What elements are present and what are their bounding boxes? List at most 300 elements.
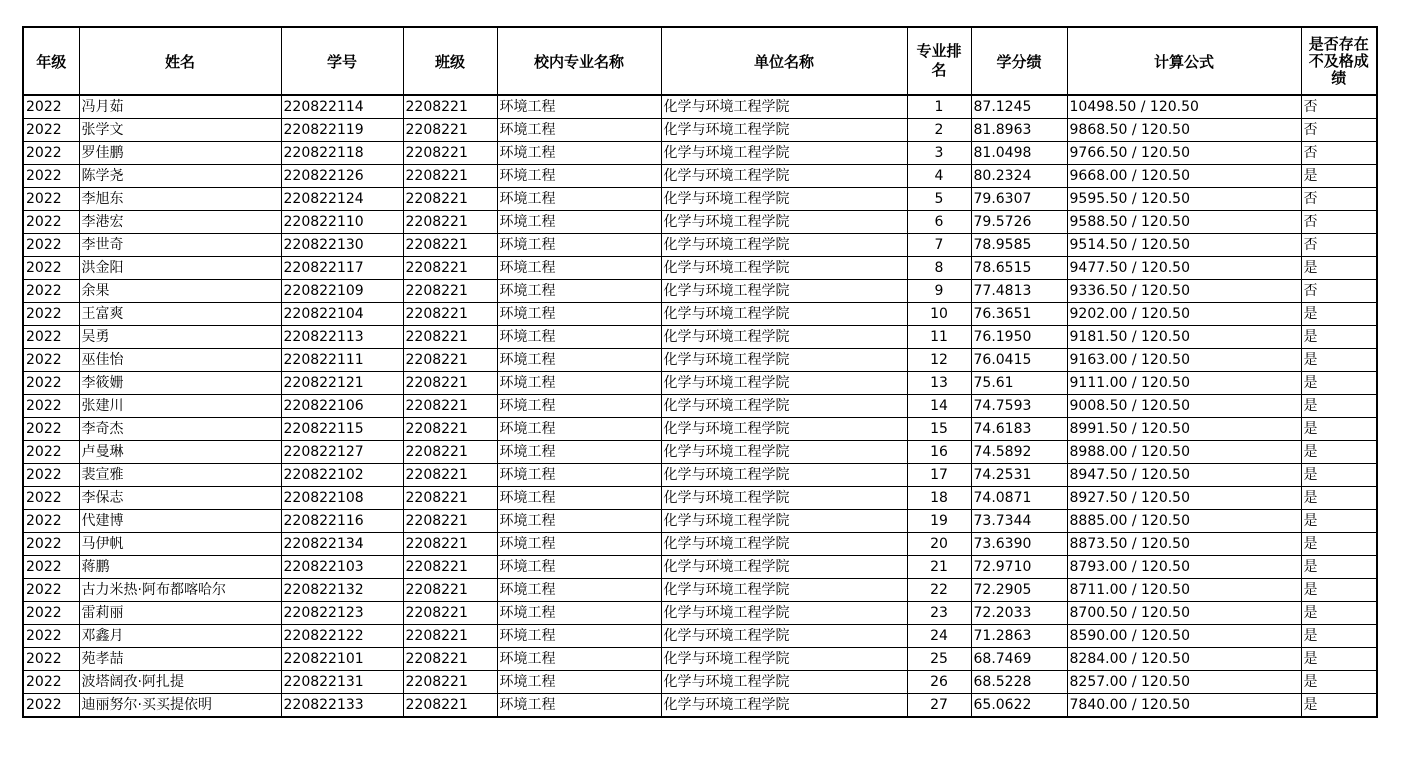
- header-row: [23, 27, 1377, 95]
- student-id-cell: 220822106: [281, 395, 403, 418]
- col-header-grade: 年级: [23, 27, 79, 95]
- class-cell: 2208221: [403, 625, 497, 648]
- col-header-failing: 是否存在不及格成绩: [1301, 27, 1377, 95]
- table-body: [23, 95, 1377, 717]
- unit-cell: 化学与环境工程学院: [661, 372, 907, 395]
- formula-cell: 9163.00 / 120.50: [1067, 349, 1301, 372]
- formula-cell: 8711.00 / 120.50: [1067, 579, 1301, 602]
- rank-cell: 18: [907, 487, 971, 510]
- gpa-cell: 79.5726: [971, 211, 1067, 234]
- grade-cell: 2022: [23, 211, 79, 234]
- grade-cell: 2022: [23, 648, 79, 671]
- gpa-cell: 73.7344: [971, 510, 1067, 533]
- grade-cell: 2022: [23, 303, 79, 326]
- unit-cell: 化学与环境工程学院: [661, 441, 907, 464]
- grade-cell: 2022: [23, 165, 79, 188]
- formula-cell: 8988.00 / 120.50: [1067, 441, 1301, 464]
- col-header-class: 班级: [403, 27, 497, 95]
- class-cell: 2208221: [403, 464, 497, 487]
- rank-cell: 2: [907, 119, 971, 142]
- gpa-cell: 74.2531: [971, 464, 1067, 487]
- formula-cell: 9477.50 / 120.50: [1067, 257, 1301, 280]
- class-cell: 2208221: [403, 510, 497, 533]
- rank-cell: 19: [907, 510, 971, 533]
- table-row: [23, 303, 1377, 326]
- class-cell: 2208221: [403, 95, 497, 119]
- rank-cell: 3: [907, 142, 971, 165]
- class-cell: 2208221: [403, 303, 497, 326]
- rank-cell: 17: [907, 464, 971, 487]
- gpa-cell: 72.9710: [971, 556, 1067, 579]
- rank-cell: 23: [907, 602, 971, 625]
- name-cell: 波塔阔孜·阿扎提: [79, 671, 281, 694]
- grade-cell: 2022: [23, 510, 79, 533]
- unit-cell: 化学与环境工程学院: [661, 464, 907, 487]
- major-cell: 环境工程: [497, 556, 661, 579]
- unit-cell: 化学与环境工程学院: [661, 95, 907, 119]
- table-row: [23, 625, 1377, 648]
- major-cell: 环境工程: [497, 326, 661, 349]
- table-row: [23, 441, 1377, 464]
- failing-cell: 否: [1301, 119, 1377, 142]
- student-id-cell: 220822132: [281, 579, 403, 602]
- formula-cell: 9111.00 / 120.50: [1067, 372, 1301, 395]
- formula-cell: 8284.00 / 120.50: [1067, 648, 1301, 671]
- name-cell: 张建川: [79, 395, 281, 418]
- student-id-cell: 220822126: [281, 165, 403, 188]
- grade-cell: 2022: [23, 349, 79, 372]
- failing-cell: 是: [1301, 257, 1377, 280]
- gpa-cell: 76.3651: [971, 303, 1067, 326]
- rank-cell: 10: [907, 303, 971, 326]
- col-header-gpa: 学分绩: [971, 27, 1067, 95]
- name-cell: 洪金阳: [79, 257, 281, 280]
- class-cell: 2208221: [403, 602, 497, 625]
- gpa-cell: 68.7469: [971, 648, 1067, 671]
- class-cell: 2208221: [403, 648, 497, 671]
- name-cell: 迪丽努尔·买买提依明: [79, 694, 281, 718]
- formula-cell: 9766.50 / 120.50: [1067, 142, 1301, 165]
- name-cell: 张学文: [79, 119, 281, 142]
- unit-cell: 化学与环境工程学院: [661, 349, 907, 372]
- failing-cell: 是: [1301, 671, 1377, 694]
- col-header-rank: 专业排名: [907, 27, 971, 95]
- name-cell: 李奇杰: [79, 418, 281, 441]
- name-cell: 马伊帆: [79, 533, 281, 556]
- class-cell: 2208221: [403, 119, 497, 142]
- name-cell: 李保志: [79, 487, 281, 510]
- gpa-cell: 81.8963: [971, 119, 1067, 142]
- name-cell: 蒋鹏: [79, 556, 281, 579]
- rank-cell: 26: [907, 671, 971, 694]
- student-id-cell: 220822123: [281, 602, 403, 625]
- major-cell: 环境工程: [497, 671, 661, 694]
- student-id-cell: 220822114: [281, 95, 403, 119]
- table-row: [23, 694, 1377, 718]
- formula-cell: 9202.00 / 120.50: [1067, 303, 1301, 326]
- rank-cell: 8: [907, 257, 971, 280]
- major-cell: 环境工程: [497, 694, 661, 718]
- col-header-major: 校内专业名称: [497, 27, 661, 95]
- formula-cell: 9336.50 / 120.50: [1067, 280, 1301, 303]
- student-id-cell: 220822101: [281, 648, 403, 671]
- failing-cell: 是: [1301, 418, 1377, 441]
- unit-cell: 化学与环境工程学院: [661, 165, 907, 188]
- formula-cell: 8700.50 / 120.50: [1067, 602, 1301, 625]
- grade-cell: 2022: [23, 119, 79, 142]
- failing-cell: 否: [1301, 280, 1377, 303]
- major-cell: 环境工程: [497, 648, 661, 671]
- gpa-cell: 71.2863: [971, 625, 1067, 648]
- formula-cell: 8793.00 / 120.50: [1067, 556, 1301, 579]
- name-cell: 陈学尧: [79, 165, 281, 188]
- student-id-cell: 220822118: [281, 142, 403, 165]
- rank-cell: 27: [907, 694, 971, 718]
- unit-cell: 化学与环境工程学院: [661, 326, 907, 349]
- class-cell: 2208221: [403, 257, 497, 280]
- failing-cell: 是: [1301, 349, 1377, 372]
- table-row: [23, 395, 1377, 418]
- gpa-cell: 74.6183: [971, 418, 1067, 441]
- failing-cell: 是: [1301, 326, 1377, 349]
- rank-cell: 22: [907, 579, 971, 602]
- unit-cell: 化学与环境工程学院: [661, 671, 907, 694]
- table-row: [23, 487, 1377, 510]
- class-cell: 2208221: [403, 165, 497, 188]
- unit-cell: 化学与环境工程学院: [661, 510, 907, 533]
- rank-cell: 12: [907, 349, 971, 372]
- student-id-cell: 220822104: [281, 303, 403, 326]
- rank-cell: 16: [907, 441, 971, 464]
- gpa-cell: 75.61: [971, 372, 1067, 395]
- table-row: [23, 648, 1377, 671]
- name-cell: 罗佳鹏: [79, 142, 281, 165]
- failing-cell: 否: [1301, 234, 1377, 257]
- class-cell: 2208221: [403, 211, 497, 234]
- major-cell: 环境工程: [497, 234, 661, 257]
- student-id-cell: 220822133: [281, 694, 403, 718]
- name-cell: 李旭东: [79, 188, 281, 211]
- formula-cell: 8873.50 / 120.50: [1067, 533, 1301, 556]
- grade-cell: 2022: [23, 441, 79, 464]
- unit-cell: 化学与环境工程学院: [661, 257, 907, 280]
- rank-cell: 15: [907, 418, 971, 441]
- name-cell: 冯月茹: [79, 95, 281, 119]
- unit-cell: 化学与环境工程学院: [661, 303, 907, 326]
- major-cell: 环境工程: [497, 441, 661, 464]
- gpa-cell: 74.5892: [971, 441, 1067, 464]
- name-cell: 李世奇: [79, 234, 281, 257]
- major-cell: 环境工程: [497, 487, 661, 510]
- unit-cell: 化学与环境工程学院: [661, 234, 907, 257]
- major-cell: 环境工程: [497, 510, 661, 533]
- failing-cell: 是: [1301, 165, 1377, 188]
- unit-cell: 化学与环境工程学院: [661, 579, 907, 602]
- student-id-cell: 220822122: [281, 625, 403, 648]
- unit-cell: 化学与环境工程学院: [661, 533, 907, 556]
- student-id-cell: 220822110: [281, 211, 403, 234]
- grade-cell: 2022: [23, 694, 79, 718]
- table-row: [23, 211, 1377, 234]
- failing-cell: 否: [1301, 188, 1377, 211]
- failing-cell: 否: [1301, 142, 1377, 165]
- gpa-cell: 72.2033: [971, 602, 1067, 625]
- unit-cell: 化学与环境工程学院: [661, 418, 907, 441]
- formula-cell: 8257.00 / 120.50: [1067, 671, 1301, 694]
- failing-cell: 是: [1301, 579, 1377, 602]
- failing-cell: 是: [1301, 648, 1377, 671]
- student-id-cell: 220822121: [281, 372, 403, 395]
- gpa-cell: 74.7593: [971, 395, 1067, 418]
- unit-cell: 化学与环境工程学院: [661, 119, 907, 142]
- grade-cell: 2022: [23, 95, 79, 119]
- formula-cell: 9868.50 / 120.50: [1067, 119, 1301, 142]
- student-id-cell: 220822108: [281, 487, 403, 510]
- col-header-unit: 单位名称: [661, 27, 907, 95]
- gpa-cell: 77.4813: [971, 280, 1067, 303]
- unit-cell: 化学与环境工程学院: [661, 142, 907, 165]
- gpa-cell: 78.9585: [971, 234, 1067, 257]
- table-row: [23, 510, 1377, 533]
- rank-cell: 4: [907, 165, 971, 188]
- formula-cell: 8927.50 / 120.50: [1067, 487, 1301, 510]
- table-row: [23, 533, 1377, 556]
- unit-cell: 化学与环境工程学院: [661, 602, 907, 625]
- failing-cell: 是: [1301, 556, 1377, 579]
- formula-cell: 8885.00 / 120.50: [1067, 510, 1301, 533]
- grade-cell: 2022: [23, 257, 79, 280]
- student-id-cell: 220822116: [281, 510, 403, 533]
- class-cell: 2208221: [403, 326, 497, 349]
- formula-cell: 8947.50 / 120.50: [1067, 464, 1301, 487]
- table-row: [23, 349, 1377, 372]
- unit-cell: 化学与环境工程学院: [661, 648, 907, 671]
- gpa-cell: 68.5228: [971, 671, 1067, 694]
- major-cell: 环境工程: [497, 257, 661, 280]
- table-row: [23, 464, 1377, 487]
- formula-cell: 10498.50 / 120.50: [1067, 95, 1301, 119]
- rank-cell: 6: [907, 211, 971, 234]
- name-cell: 代建博: [79, 510, 281, 533]
- ranking-table: [22, 26, 1378, 718]
- rank-cell: 5: [907, 188, 971, 211]
- rank-cell: 14: [907, 395, 971, 418]
- student-id-cell: 220822131: [281, 671, 403, 694]
- unit-cell: 化学与环境工程学院: [661, 625, 907, 648]
- table-row: [23, 602, 1377, 625]
- unit-cell: 化学与环境工程学院: [661, 280, 907, 303]
- gpa-cell: 87.1245: [971, 95, 1067, 119]
- class-cell: 2208221: [403, 280, 497, 303]
- gpa-cell: 74.0871: [971, 487, 1067, 510]
- table-row: [23, 119, 1377, 142]
- failing-cell: 是: [1301, 303, 1377, 326]
- rank-cell: 11: [907, 326, 971, 349]
- class-cell: 2208221: [403, 556, 497, 579]
- gpa-cell: 65.0622: [971, 694, 1067, 718]
- rank-cell: 9: [907, 280, 971, 303]
- formula-cell: 7840.00 / 120.50: [1067, 694, 1301, 718]
- rank-cell: 1: [907, 95, 971, 119]
- grade-cell: 2022: [23, 671, 79, 694]
- grade-cell: 2022: [23, 533, 79, 556]
- grade-cell: 2022: [23, 142, 79, 165]
- table-row: [23, 326, 1377, 349]
- table-row: [23, 188, 1377, 211]
- name-cell: 余果: [79, 280, 281, 303]
- grade-cell: 2022: [23, 280, 79, 303]
- class-cell: 2208221: [403, 694, 497, 718]
- table-row: [23, 95, 1377, 119]
- grade-cell: 2022: [23, 556, 79, 579]
- gpa-cell: 72.2905: [971, 579, 1067, 602]
- rank-cell: 20: [907, 533, 971, 556]
- grade-cell: 2022: [23, 464, 79, 487]
- student-id-cell: 220822117: [281, 257, 403, 280]
- name-cell: 李筱姗: [79, 372, 281, 395]
- gpa-cell: 73.6390: [971, 533, 1067, 556]
- formula-cell: 9181.50 / 120.50: [1067, 326, 1301, 349]
- rank-cell: 21: [907, 556, 971, 579]
- name-cell: 雷莉丽: [79, 602, 281, 625]
- class-cell: 2208221: [403, 349, 497, 372]
- major-cell: 环境工程: [497, 579, 661, 602]
- table-row: [23, 234, 1377, 257]
- failing-cell: 是: [1301, 395, 1377, 418]
- table-row: [23, 579, 1377, 602]
- class-cell: 2208221: [403, 188, 497, 211]
- grade-cell: 2022: [23, 602, 79, 625]
- col-header-formula: 计算公式: [1067, 27, 1301, 95]
- gpa-cell: 78.6515: [971, 257, 1067, 280]
- gpa-cell: 76.1950: [971, 326, 1067, 349]
- grade-cell: 2022: [23, 418, 79, 441]
- unit-cell: 化学与环境工程学院: [661, 395, 907, 418]
- grade-cell: 2022: [23, 188, 79, 211]
- rank-cell: 24: [907, 625, 971, 648]
- class-cell: 2208221: [403, 487, 497, 510]
- major-cell: 环境工程: [497, 625, 661, 648]
- failing-cell: 是: [1301, 533, 1377, 556]
- name-cell: 卢曼琳: [79, 441, 281, 464]
- class-cell: 2208221: [403, 395, 497, 418]
- rank-cell: 7: [907, 234, 971, 257]
- gpa-cell: 79.6307: [971, 188, 1067, 211]
- formula-cell: 8991.50 / 120.50: [1067, 418, 1301, 441]
- table-row: [23, 372, 1377, 395]
- failing-cell: 否: [1301, 211, 1377, 234]
- failing-cell: 是: [1301, 487, 1377, 510]
- major-cell: 环境工程: [497, 211, 661, 234]
- failing-cell: 否: [1301, 95, 1377, 119]
- student-id-cell: 220822115: [281, 418, 403, 441]
- student-id-cell: 220822113: [281, 326, 403, 349]
- class-cell: 2208221: [403, 234, 497, 257]
- formula-cell: 9514.50 / 120.50: [1067, 234, 1301, 257]
- name-cell: 吴勇: [79, 326, 281, 349]
- student-id-cell: 220822124: [281, 188, 403, 211]
- table-row: [23, 257, 1377, 280]
- class-cell: 2208221: [403, 441, 497, 464]
- grade-cell: 2022: [23, 487, 79, 510]
- gpa-cell: 76.0415: [971, 349, 1067, 372]
- name-cell: 裴宣雅: [79, 464, 281, 487]
- major-cell: 环境工程: [497, 372, 661, 395]
- class-cell: 2208221: [403, 418, 497, 441]
- student-id-cell: 220822109: [281, 280, 403, 303]
- table-row: [23, 142, 1377, 165]
- major-cell: 环境工程: [497, 95, 661, 119]
- table-row: [23, 165, 1377, 188]
- name-cell: 邓鑫月: [79, 625, 281, 648]
- formula-cell: 9008.50 / 120.50: [1067, 395, 1301, 418]
- major-cell: 环境工程: [497, 464, 661, 487]
- failing-cell: 是: [1301, 441, 1377, 464]
- major-cell: 环境工程: [497, 533, 661, 556]
- student-id-cell: 220822111: [281, 349, 403, 372]
- name-cell: 古力米热·阿布都喀哈尔: [79, 579, 281, 602]
- major-cell: 环境工程: [497, 165, 661, 188]
- student-id-cell: 220822130: [281, 234, 403, 257]
- name-cell: 巫佳怡: [79, 349, 281, 372]
- major-cell: 环境工程: [497, 395, 661, 418]
- formula-cell: 8590.00 / 120.50: [1067, 625, 1301, 648]
- class-cell: 2208221: [403, 579, 497, 602]
- failing-cell: 是: [1301, 464, 1377, 487]
- major-cell: 环境工程: [497, 602, 661, 625]
- gpa-cell: 80.2324: [971, 165, 1067, 188]
- table-row: [23, 671, 1377, 694]
- grade-cell: 2022: [23, 372, 79, 395]
- major-cell: 环境工程: [497, 418, 661, 441]
- grade-cell: 2022: [23, 326, 79, 349]
- failing-cell: 是: [1301, 510, 1377, 533]
- major-cell: 环境工程: [497, 349, 661, 372]
- unit-cell: 化学与环境工程学院: [661, 188, 907, 211]
- class-cell: 2208221: [403, 533, 497, 556]
- unit-cell: 化学与环境工程学院: [661, 487, 907, 510]
- grade-cell: 2022: [23, 395, 79, 418]
- rank-cell: 13: [907, 372, 971, 395]
- formula-cell: 9588.50 / 120.50: [1067, 211, 1301, 234]
- failing-cell: 是: [1301, 694, 1377, 718]
- student-id-cell: 220822127: [281, 441, 403, 464]
- name-cell: 苑孝喆: [79, 648, 281, 671]
- student-id-cell: 220822119: [281, 119, 403, 142]
- class-cell: 2208221: [403, 372, 497, 395]
- class-cell: 2208221: [403, 671, 497, 694]
- table-row: [23, 556, 1377, 579]
- grade-cell: 2022: [23, 579, 79, 602]
- failing-cell: 是: [1301, 625, 1377, 648]
- name-cell: 王富爽: [79, 303, 281, 326]
- col-header-student-id: 学号: [281, 27, 403, 95]
- rank-cell: 25: [907, 648, 971, 671]
- major-cell: 环境工程: [497, 119, 661, 142]
- name-cell: 李港宏: [79, 211, 281, 234]
- col-header-name: 姓名: [79, 27, 281, 95]
- grade-cell: 2022: [23, 234, 79, 257]
- unit-cell: 化学与环境工程学院: [661, 556, 907, 579]
- unit-cell: 化学与环境工程学院: [661, 694, 907, 718]
- formula-cell: 9595.50 / 120.50: [1067, 188, 1301, 211]
- failing-cell: 是: [1301, 602, 1377, 625]
- grade-cell: 2022: [23, 625, 79, 648]
- major-cell: 环境工程: [497, 280, 661, 303]
- formula-cell: 9668.00 / 120.50: [1067, 165, 1301, 188]
- table-row: [23, 280, 1377, 303]
- major-cell: 环境工程: [497, 303, 661, 326]
